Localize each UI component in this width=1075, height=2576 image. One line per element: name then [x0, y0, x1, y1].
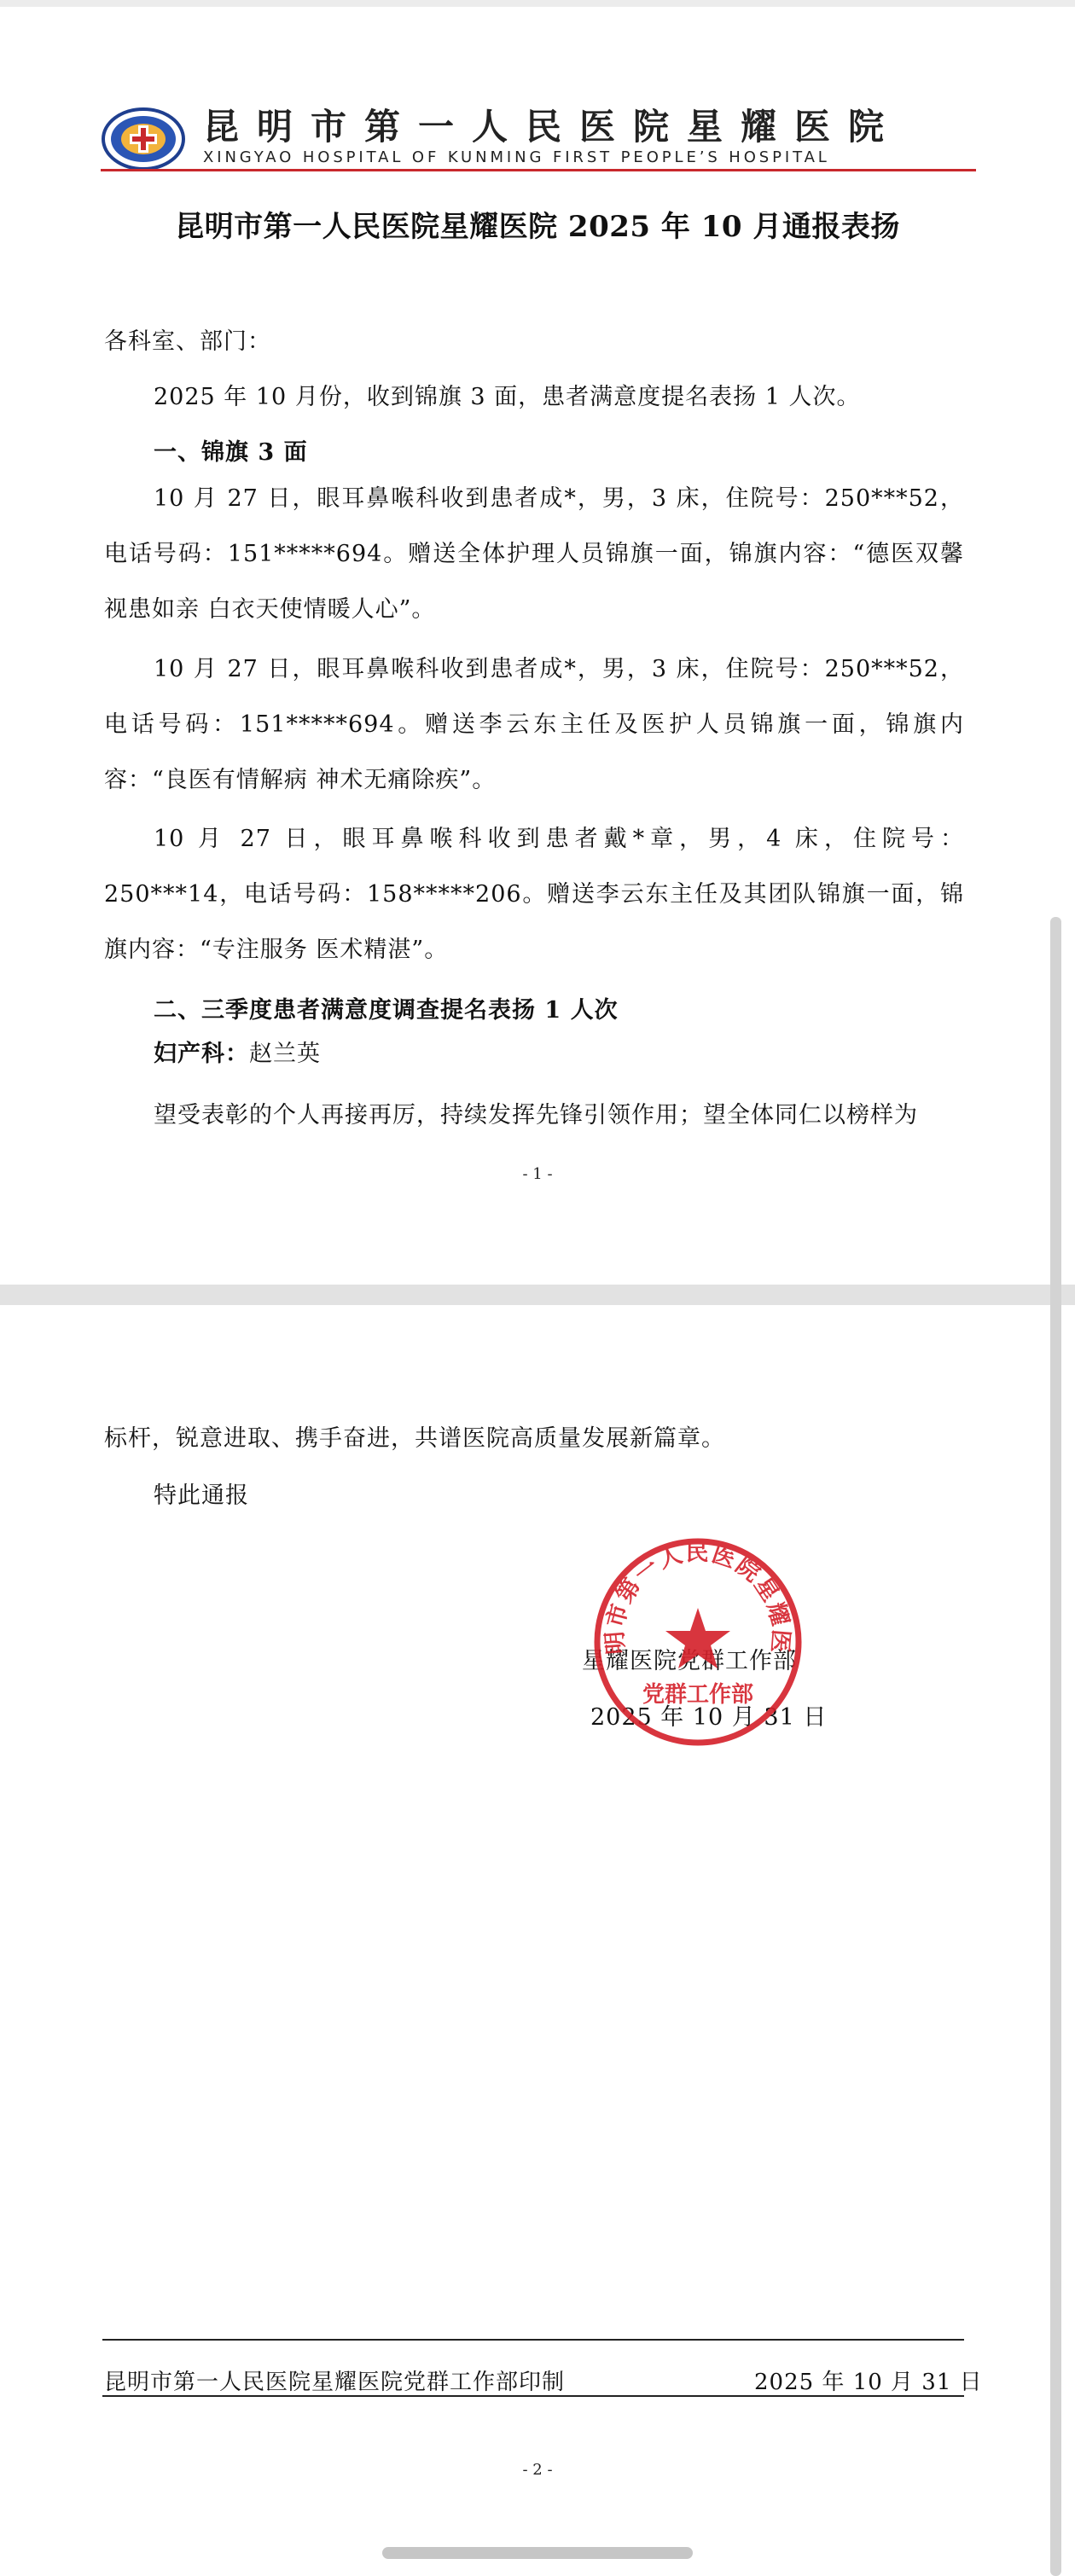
svg-text:党群工作部: 党群工作部: [642, 1682, 754, 1708]
signature-department: 星耀医院党群工作部: [582, 1648, 797, 1674]
footer-printer: 昆明市第一人民医院星耀医院党群工作部印制: [104, 2370, 566, 2395]
dept-label: 妇产科：: [154, 1041, 249, 1067]
official-seal-icon: [591, 1535, 805, 1749]
section2-heading: 二、三季度患者满意度调查提名表扬 1 人次: [154, 997, 619, 1024]
top-bar: [0, 0, 1075, 7]
vertical-scrollbar[interactable]: [1050, 917, 1061, 2576]
banner-entry-1: 10 月 27 日，眼耳鼻喉科收到患者成*，男，3 床，住院号：250***52，电话号码：151*****694。赠送全体护理人员锦旗一面，锦旗内容：“德医双馨视患如亲 白衣天使情暖人心”。: [104, 485, 964, 623]
closing-paragraph-part1: 望受表彰的个人再接再厉，持续发挥先锋引领作用；望全体同仁以榜样为: [154, 1102, 918, 1128]
header-divider: [101, 169, 976, 171]
page-number-2: - 2 -: [522, 2461, 553, 2479]
hospital-name-cn: 昆明市第一人民医院星耀医院: [203, 106, 903, 148]
section2-dept-line: [154, 1035, 321, 1068]
document-title: 昆明市第一人民医院星耀医院 2025 年 10 月通报表扬: [175, 210, 900, 244]
greeting: 各科室、部门：: [104, 328, 271, 355]
svg-text:昆明市第一人民医院星耀医院: 明市第一人民医院星耀医: [601, 1540, 794, 1656]
banner-entry-2: 10 月 27 日，眼耳鼻喉科收到患者成*，男，3 床，住院号：250***52，电话号码：151*****694。赠送李云东主任及医护人员锦旗一面，锦旗内容：“良医有情解病 神术无痛除疾”。: [104, 656, 964, 793]
footer-bottom-line: [102, 2395, 964, 2397]
horizontal-scrollbar[interactable]: [382, 2547, 693, 2559]
notice-text: 特此通报: [154, 1482, 249, 1509]
hospital-name-en: XINGYAO HOSPITAL OF KUNMING FIRST PEOPLE’S HOSPITAL: [203, 148, 830, 166]
closing-paragraph-part2: 标杆，锐意进取、携手奋进，共谱医院高质量发展新篇章。: [104, 1425, 725, 1452]
dept-name: 赵兰英: [249, 1041, 321, 1067]
page-number-1: - 1 -: [522, 1165, 553, 1183]
signature-date: 2025 年 10 月 31 日: [590, 1704, 828, 1731]
hospital-logo-icon: [101, 107, 186, 171]
intro-paragraph: 2025 年 10 月份，收到锦旗 3 面，患者满意度提名表扬 1 人次。: [154, 384, 861, 410]
section1-heading: 一、锦旗 3 面: [154, 439, 308, 466]
footer-top-line: [102, 2339, 964, 2341]
page-separator: [0, 1285, 1075, 1305]
banner-entry-3: 10 月 27 日，眼耳鼻喉科收到患者戴*章，男，4 床，住院号：250***14，电话号码：158*****206。赠送李云东主任及其团队锦旗一面，锦旗内容：“专注服务 医术精湛”。: [104, 826, 964, 963]
footer-date: 2025 年 10 月 31 日: [754, 2370, 983, 2395]
